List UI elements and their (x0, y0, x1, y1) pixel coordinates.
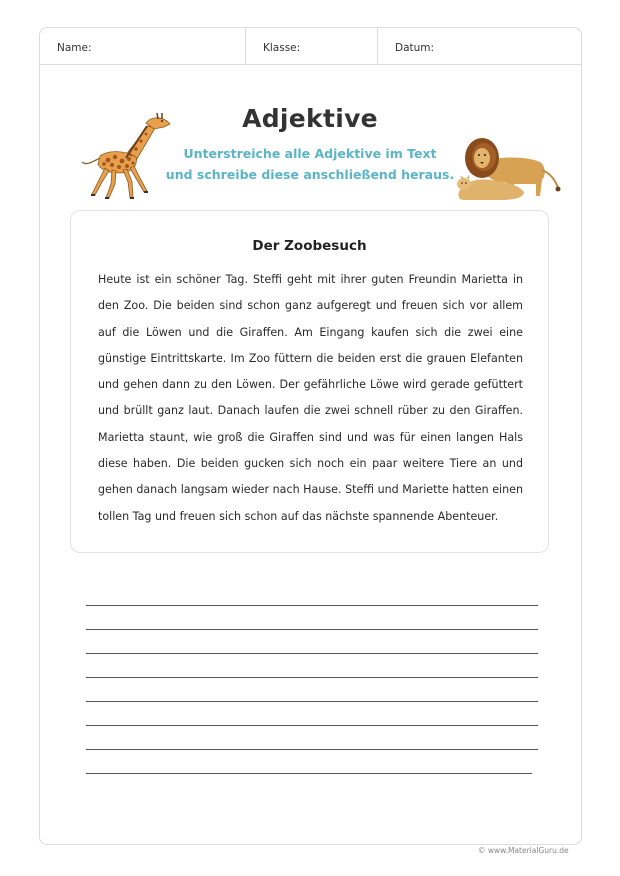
worksheet-title: Adjektive (242, 104, 378, 133)
answer-line[interactable] (86, 653, 538, 654)
answer-line[interactable] (86, 749, 538, 750)
answer-lines[interactable] (86, 605, 538, 797)
class-label: Klasse: (263, 42, 301, 54)
answer-line[interactable] (86, 725, 538, 726)
lion-illustration (454, 132, 564, 202)
class-field[interactable] (246, 28, 378, 64)
copyright-footer: © www.MaterialGuru.de (478, 846, 569, 855)
answer-line[interactable] (86, 701, 538, 702)
instruction-line-1: Unterstreiche alle Adjektive im Text (183, 146, 437, 161)
giraffe-illustration (78, 110, 178, 202)
story-box (70, 210, 549, 553)
answer-line[interactable] (86, 629, 538, 630)
story-text: Heute ist ein schöner Tag. Steffi geht mit ihrer guten Freundin Marietta in den Zoo. Die beiden sind schon ganz aufgeregt und freuen sich vor allem auf die Löwen und die Giraffen. Am Eingang kaufen sich die zwei eine günstige Eintrittskarte. Im Zoo füttern die beiden erst die grauen Elefanten und gehen dann zu den Löwen. Der gefährliche Löwe wird gerade gefüttert und brüllt ganz laut. Danach laufen die zwei schnell rüber zu den Giraffen. Marietta staunt, wie groß die Giraffen sind und was für einen langen Hals diese haben. Die beiden gucken sich noch ein paar weitere Tiere an und gehen danach langsam wieder nach Hause. Steffi und Mariette hatten einen tollen Tag und freuen sich schon auf das nächste spannende Abenteuer. (98, 273, 523, 523)
name-label: Name: (57, 42, 92, 54)
answer-line[interactable] (86, 773, 532, 774)
date-label: Datum: (395, 42, 435, 54)
date-field[interactable] (378, 28, 581, 64)
name-field[interactable] (40, 28, 246, 64)
answer-line[interactable] (86, 605, 538, 606)
instruction-line-2: und schreibe diese anschließend heraus. (165, 167, 455, 182)
story-title: Der Zoobesuch (252, 238, 367, 254)
answer-line[interactable] (86, 677, 538, 678)
header-fields (40, 28, 581, 65)
